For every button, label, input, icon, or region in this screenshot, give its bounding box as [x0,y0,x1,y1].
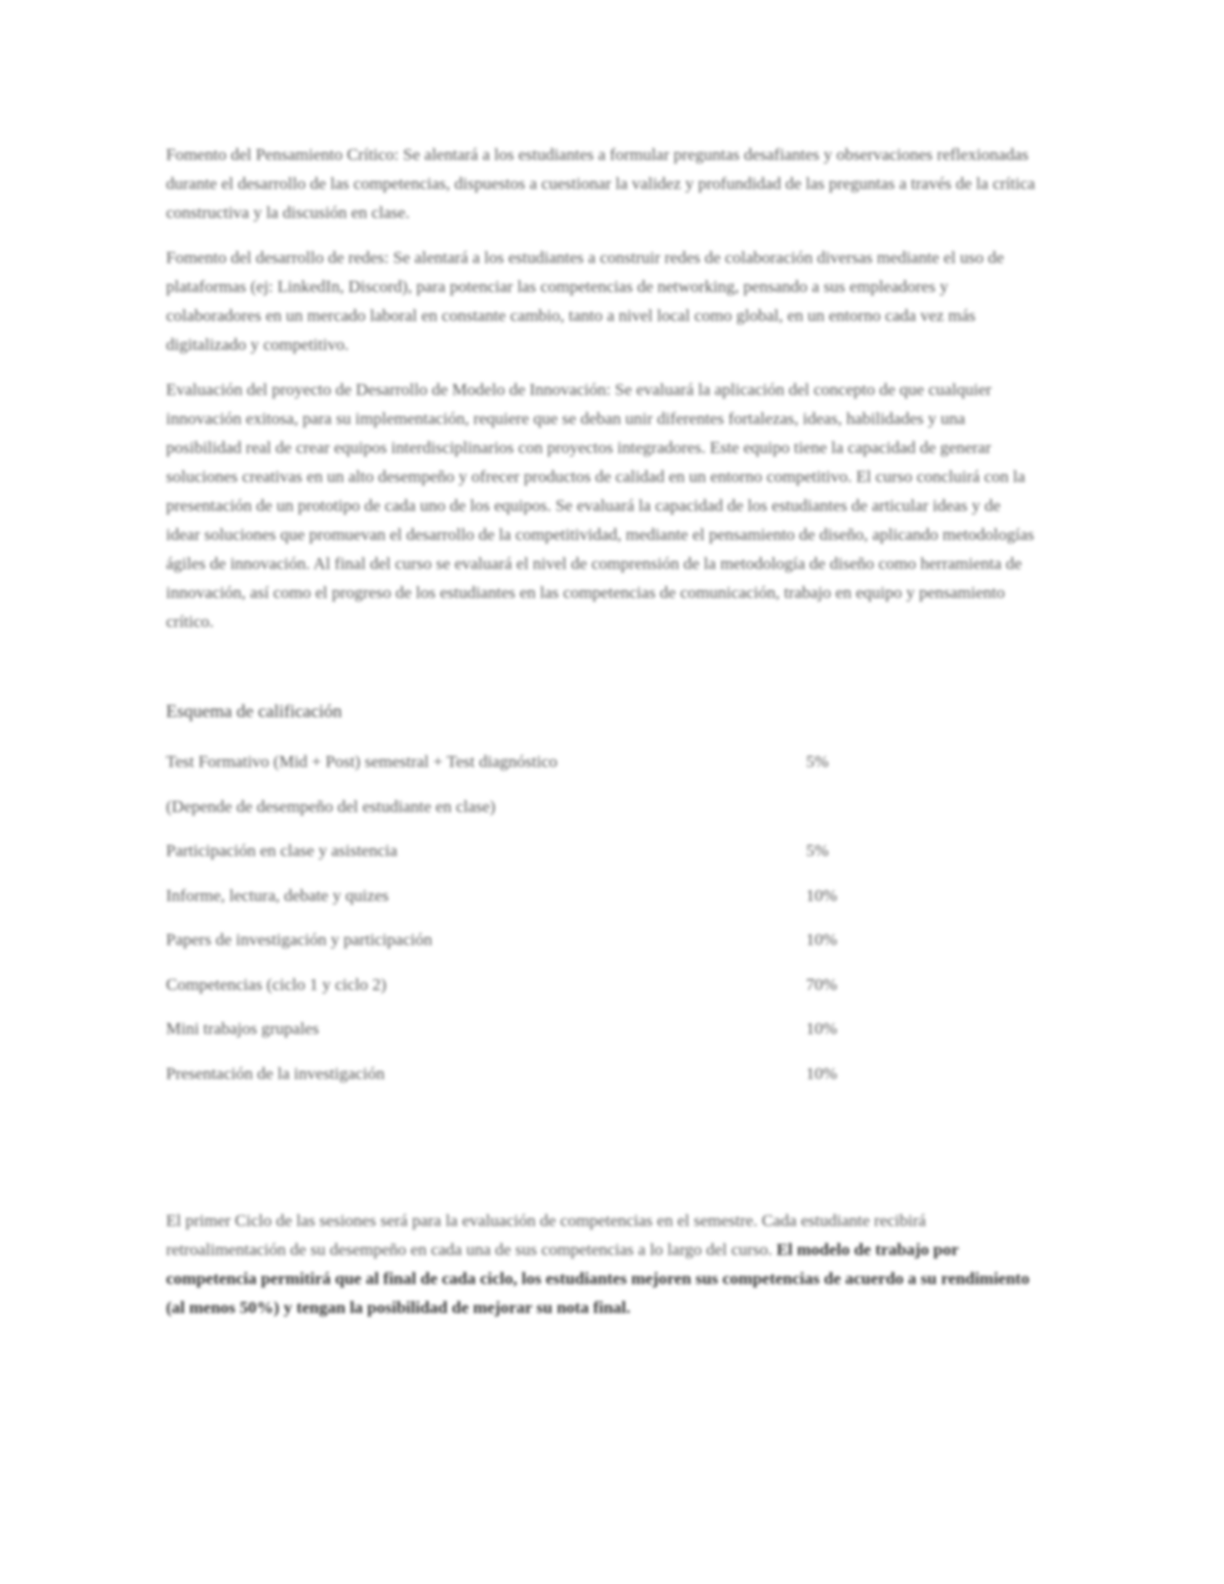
grading-row [166,1052,866,1097]
grading-value [806,785,866,830]
grading-row [166,963,866,1008]
paragraph-critical-thinking: Fomento del Pensamiento Crítico: Se alentará a los estudiantes a formular preguntas desafiantes y observaciones reflexionadas durante el desarrollo de las competencias, dispuestos a cuestionar la validez y profundidad de las preguntas a través de la crítica constructiva y la discusión en clase. [166,145,1036,222]
grading-value: 10% [806,930,838,950]
grading-label: Test Formativo (Mid + Post) semestral + Test diagnóstico [166,752,558,772]
grading-value: 10% [806,1019,838,1039]
grading-row [166,785,866,830]
paragraph-project-evaluation: Evaluación del proyecto de Desarrollo de Modelo de Innovación: Se evaluará la aplicación del concepto de que cualquier innovación exitosa, para su implementación, requiere que se deban unir diferentes fortalezas, ideas, habilidades y una posibilidad real de crear equipos interdisciplinarios con proyectos integradores. Este equipo tiene la capacidad de generar soluciones creativas en un alto desempeño y ofrecer productos de calidad en un entorno competitivo. El curso concluirá con la presentación de un prototipo de cada uno de los equipos. Se evaluará la capacidad de los estudiantes de articular ideas y de idear soluciones que promuevan el desarrollo de la competitividad, mediante el pensamiento de diseño, aplicando metodologías ágiles de innovación. Al final del curso se evaluará el nivel de comprensión de la metodología de diseño como herramienta de innovación, así como el progreso de los estudiantes en las competencias de comunicación, trabajo en equipo y pensamiento crítico. [166,380,1035,631]
grading-label: (Depende de desempeño del estudiante en clase) [166,796,496,816]
final-note-text: El primer Ciclo de las sesiones será para la evaluación de competencias en el semestre. Cada estudiante recibirá retroalimentación de su desempeño en cada una de sus competencias a lo largo del curso. [166,1211,926,1259]
grading-table [166,740,866,1096]
document-page [166,140,1038,1338]
paragraph-final-note [166,1206,1038,1322]
grading-title: Esquema de calificación [166,701,342,721]
grading-label: Participación en clase y asistencia [166,841,398,861]
grading-row [166,740,866,785]
paragraph-networking: Fomento del desarrollo de redes: Se alentará a los estudiantes a construir redes de colaboración diversas mediante el uso de plataformas (ej: LinkedIn, Discord), para potenciar las competencias de networking, pensando a sus empleadores y colaboradores en un mercado laboral en constante cambio, tanto a nivel local como global, en un entorno cada vez más digitalizado y competitivo. [166,248,1004,354]
grading-row [166,918,866,963]
final-note-emphasis: El modelo de trabajo por competencia permitirá que al final de cada ciclo, los estudiantes mejoren sus competencias de acuerdo a su rendimiento (al menos 50%) y tengan la posibilidad de mejorar su nota final. [166,1240,1030,1317]
grading-label: Papers de investigación y participación [166,930,433,950]
grading-value: 70% [806,974,838,994]
grading-row [166,829,866,874]
grading-label: Competencias (ciclo 1 y ciclo 2) [166,974,387,994]
grading-label: Presentación de la investigación [166,1063,385,1083]
grading-value: 5% [806,841,829,861]
grading-value: 10% [806,1063,838,1083]
grading-label: Informe, lectura, debate y quizes [166,885,389,905]
grading-value: 5% [806,752,829,772]
grading-row [166,874,866,919]
grading-row [166,1007,866,1052]
grading-value: 10% [806,885,838,905]
grading-label: Mini trabajos grupales [166,1019,319,1039]
